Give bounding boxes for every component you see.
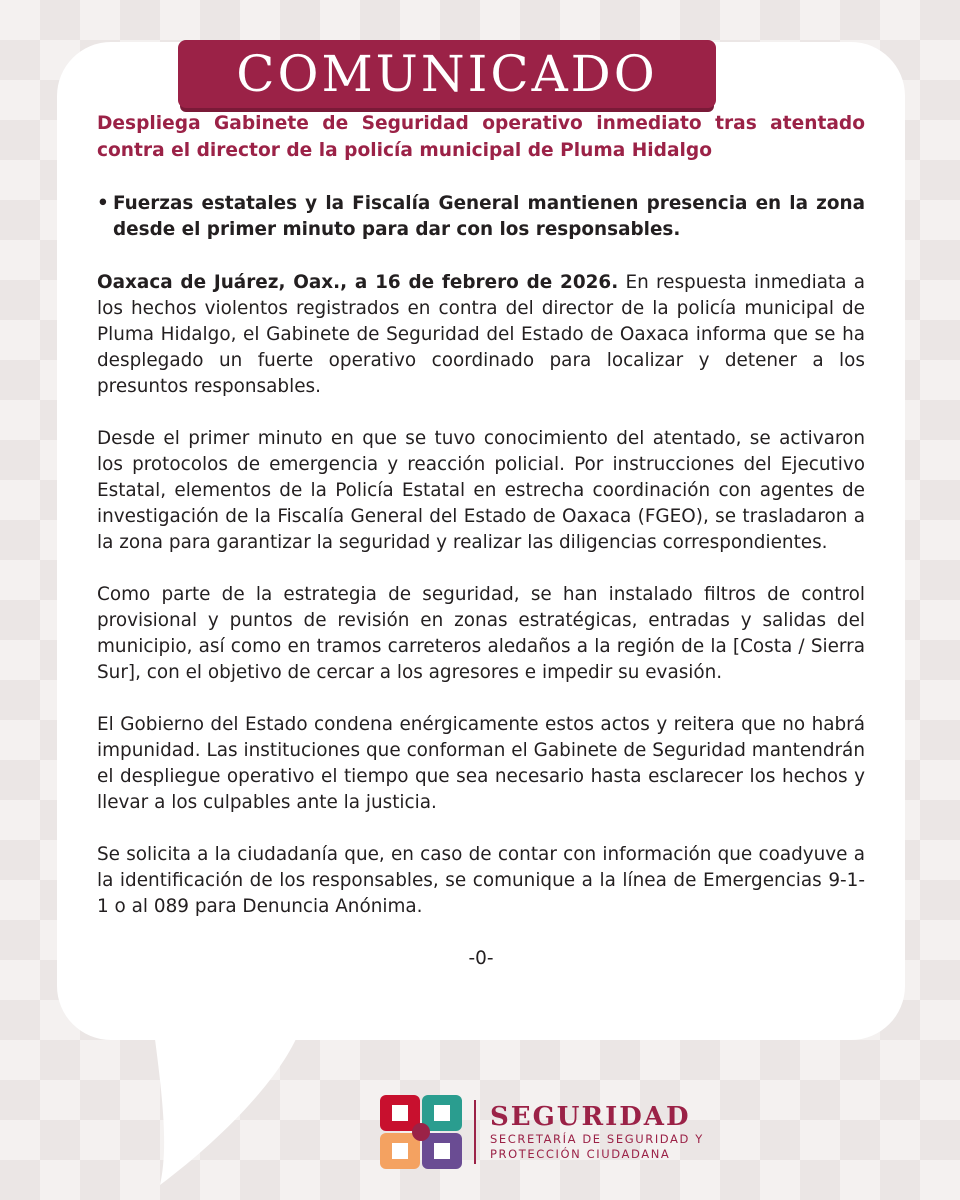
paragraph-3: Como parte de la estrategia de seguridad, se han instalado filtros de control provisional y puntos de revisión en zonas estratégicas, entradas y salidas del municipio, así como en tramos carreteros aledaños a la región de la [Costa / Sierra Sur], con el objetivo de cercar a los agresores e impedir su evasión.	[97, 584, 865, 683]
header-banner	[178, 40, 716, 108]
dateline: Oaxaca de Juárez, Oax., a 16 de febrero de 2026.	[97, 272, 619, 293]
paragraph-1	[97, 270, 865, 400]
brand-subtitle-1: SECRETARÍA DE SEGURIDAD Y	[490, 1132, 704, 1146]
header-title: COMUNICADO	[236, 45, 658, 103]
paragraph-4: El Gobierno del Estado condena enérgicamente estos actos y reitera que no habrá impunidad. Las instituciones que conforman el Gabinete de Seguridad mantendrán el despliegue operativo el tiempo que sea necesario hasta esclarecer los hechos y llevar a los culpables ante la justicia.	[97, 714, 865, 813]
paragraph-2: Desde el primer minuto en que se tuvo conocimiento del atentado, se activaron los protocolos de emergencia y reacción policial. Por instrucciones del Ejecutivo Estatal, elementos de la Policía Estatal en estrecha coordinación con agentes de investigación de la Fiscalía General del Estado de Oaxaca (FGEO), se trasladaron a la zona para garantizar la seguridad y realizar las diligencias correspondientes.	[97, 428, 865, 553]
end-mark: -0-	[468, 948, 494, 969]
paragraph-1-text: En respuesta inmediata a los hechos violentos registrados en contra del director de la policía municipal de Pluma Hidalgo, el Gabinete de Seguridad del Estado de Oaxaca informa que se ha desplegado un fuerte operativo coordinado para localizar y detener a los presuntos responsables.	[97, 272, 866, 397]
bullet-marker: •	[97, 193, 109, 214]
headline: Despliega Gabinete de Seguridad operativo inmediato tras atentado contra el director de la policía municipal de Pluma Hidalgo	[97, 113, 865, 161]
oaxaca-emblem-icon	[378, 1093, 464, 1171]
bullet-point	[97, 191, 865, 243]
paragraph-5: Se solicita a la ciudadanía que, en caso de contar con información que coadyuve a la identificación de los responsables, se comunique a la línea de Emergencias 9-1-1 o al 089 para Denuncia Anónima.	[97, 844, 865, 917]
brand-title: SEGURIDAD	[490, 1102, 691, 1132]
footer-brand	[378, 1092, 704, 1172]
bullet-text: Fuerzas estatales y la Fiscalía General mantienen presencia en la zona desde el primer minuto para dar con los responsables.	[113, 193, 865, 240]
brand-subtitle-2: PROTECCIÓN CIUDADANA	[490, 1147, 671, 1161]
press-release-body	[97, 110, 865, 972]
brand-text	[490, 1102, 704, 1162]
brand-divider	[474, 1100, 476, 1164]
